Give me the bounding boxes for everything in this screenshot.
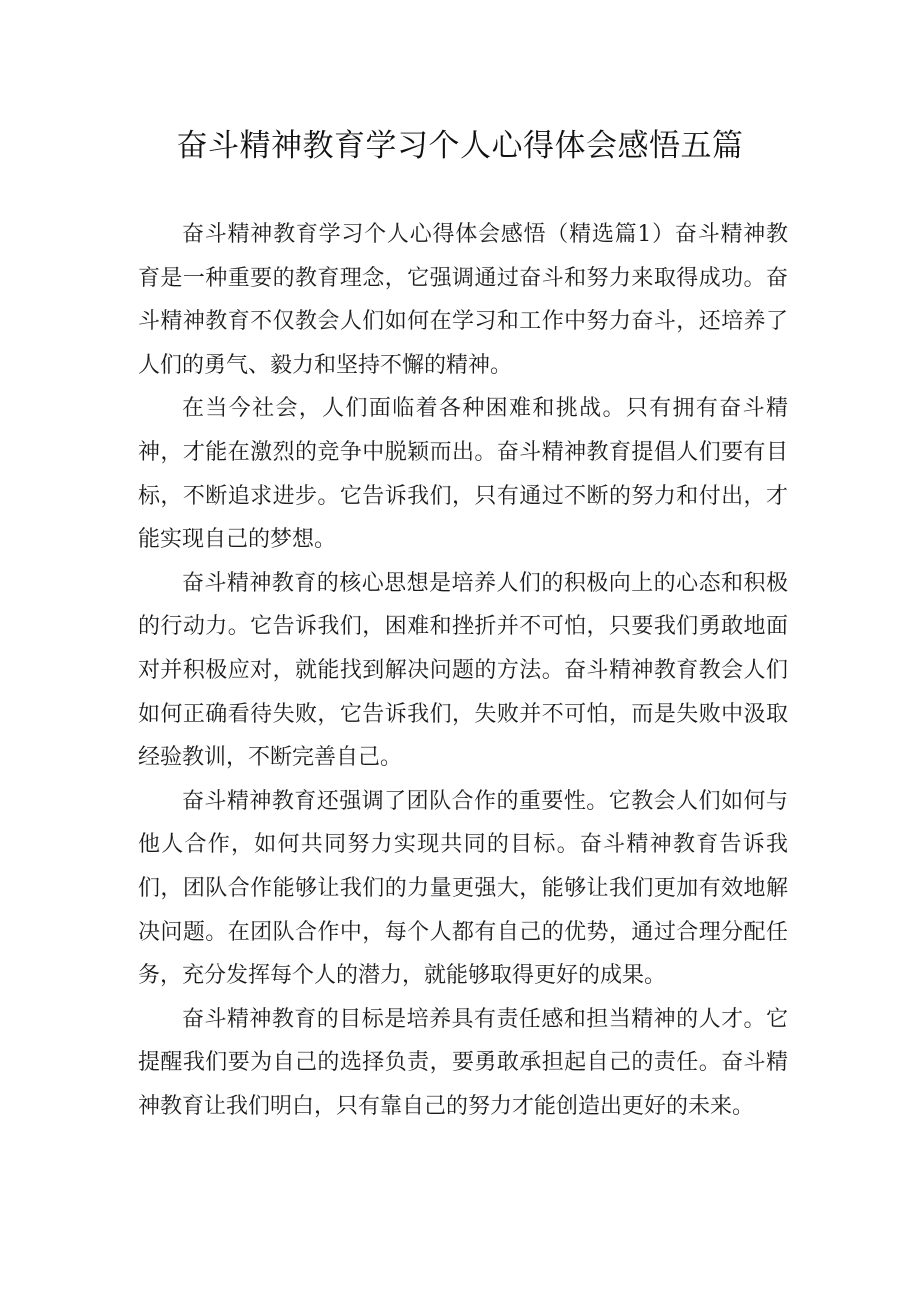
paragraph-5: 奋斗精神教育的目标是培养具有责任感和担当精神的人才。它提醒我们要为自己的选择负责，要勇敢承担起自己的责任。奋斗精神教育让我们明白，只有靠自己的努力才能创造出更好的未来。 [138, 1006, 788, 1119]
paragraph-1: 奋斗精神教育学习个人心得体会感悟（精选篇1）奋斗精神教育是一种重要的教育理念，它强调通过奋斗和努力来取得成功。奋斗精神教育不仅教会人们如何在学习和工作中努力奋斗，还培养了人们的勇气、毅力和坚持不懈的精神。 [138, 222, 788, 378]
document-title: 奋斗精神教育学习个人心得体会感悟五篇 [176, 128, 744, 164]
paragraph-2: 在当今社会，人们面临着各种困难和挑战。只有拥有奋斗精神，才能在激烈的竞争中脱颖而出。奋斗精神教育提倡人们要有目标，不断追求进步。它告诉我们，只有通过不断的努力和付出，才能实现自己的梦想。 [138, 396, 788, 553]
paragraph-3: 奋斗精神教育的核心思想是培养人们的积极向上的心态和积极的行动力。它告诉我们，困难和挫折并不可怕，只要我们勇敢地面对并积极应对，就能找到解决问题的方法。奋斗精神教育教会人们如何正确看待失败，它告诉我们，失败并不可怕，而是失败中汲取经验教训，不断完善自己。 [138, 570, 788, 771]
document-body [138, 213, 788, 1128]
paragraph-4: 奋斗精神教育还强调了团队合作的重要性。它教会人们如何与他人合作，如何共同努力实现共同的目标。奋斗精神教育告诉我们，团队合作能够让我们的力量更强大，能够让我们更加有效地解决问题。在团队合作中，每个人都有自己的优势，通过合理分配任务，充分发挥每个人的潜力，就能够取得更好的成果。 [138, 788, 788, 989]
